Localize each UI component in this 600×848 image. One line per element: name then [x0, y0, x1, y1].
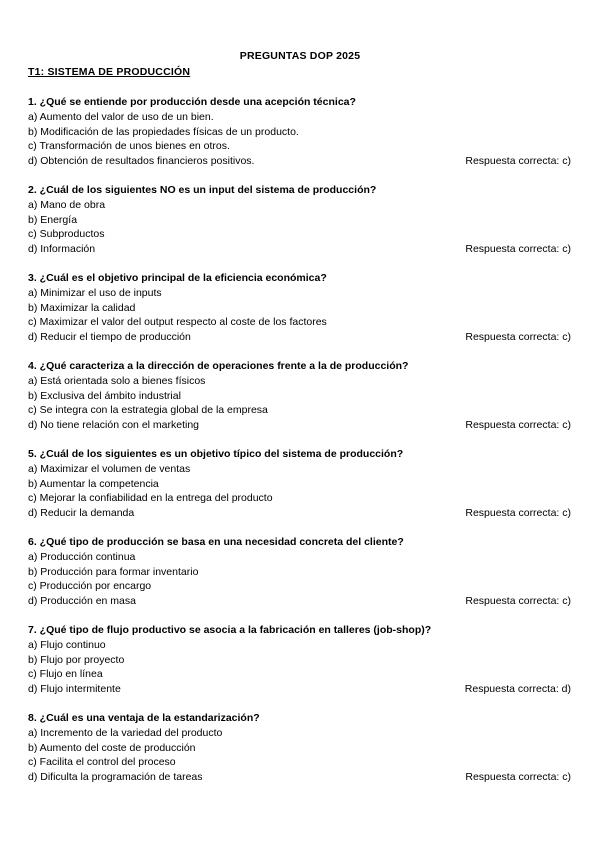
- answer-option-text: d) Información: [28, 243, 96, 256]
- answer-option-text: d) Obtención de resultados financieros positivos.: [28, 155, 255, 168]
- answer-option-text: d) Dificulta la programación de tareas: [28, 771, 203, 784]
- answer-option-text: d) No tiene relación con el marketing: [28, 419, 200, 432]
- answer-option-text: c) Subproductos: [28, 228, 105, 241]
- answer-option: [28, 477, 573, 492]
- answer-option: [28, 491, 573, 506]
- answer-option: [28, 682, 573, 697]
- answer-option-text: a) Producción continua: [28, 551, 136, 563]
- question-text: 4. ¿Qué caracteriza a la dirección de operaciones frente a la de producción?: [28, 360, 409, 372]
- correct-answer: Respuesta correcta: c): [465, 419, 571, 432]
- answer-option: [28, 462, 573, 477]
- correct-answer: Respuesta correcta: c): [465, 243, 571, 256]
- question-block: [28, 711, 573, 785]
- answer-option-text: a) Flujo continuo: [28, 639, 106, 651]
- correct-answer: Respuesta correcta: c): [465, 507, 571, 520]
- answer-option: [28, 638, 573, 653]
- answer-option-text: a) Incremento de la variedad del producto: [28, 727, 223, 739]
- question-block: [28, 623, 573, 697]
- answer-option: [28, 154, 573, 169]
- answer-option-text: a) Está orientada solo a bienes físicos: [28, 375, 206, 387]
- answer-option-text: d) Reducir el tiempo de producción: [28, 331, 191, 344]
- answer-option-text: b) Exclusiva del ámbito industrial: [28, 389, 181, 402]
- answer-option: [28, 213, 573, 228]
- answer-option-text: b) Aumento del coste de producción: [28, 741, 196, 754]
- document-title: PREGUNTAS DOP 2025: [239, 50, 361, 62]
- answer-option: [28, 726, 573, 741]
- answer-option: [28, 594, 573, 609]
- answer-option-text: d) Producción en masa: [28, 595, 136, 608]
- answer-option-text: c) Facilita el control del proceso: [28, 756, 176, 769]
- answer-option: [28, 403, 573, 418]
- answer-option: [28, 198, 573, 213]
- answer-option: [28, 770, 573, 785]
- answer-option-text: a) Mano de obra: [28, 199, 106, 211]
- question-block: [28, 535, 573, 609]
- answer-option: [28, 301, 573, 316]
- answer-option-text: a) Aumento del valor de uso de un bien.: [28, 111, 214, 123]
- answer-option-text: c) Mejorar la confiabilidad en la entrega del producto: [28, 492, 273, 505]
- question-block: [28, 183, 573, 257]
- answer-option: [28, 286, 573, 301]
- answer-option-text: c) Maximizar el valor del output respecto al coste de los factores: [28, 316, 327, 329]
- question-block: [28, 447, 573, 521]
- answer-option-text: c) Producción por encargo: [28, 580, 152, 593]
- question-block: [28, 359, 573, 433]
- correct-answer: Respuesta correcta: c): [465, 331, 571, 344]
- answer-option-text: d) Flujo intermitente: [28, 683, 121, 696]
- answer-option-text: b) Flujo por proyecto: [28, 653, 125, 666]
- question-text: 5. ¿Cuál de los siguientes es un objetivo típico del sistema de producción?: [28, 448, 404, 460]
- correct-answer: Respuesta correcta: c): [465, 155, 571, 168]
- section-title: T1: SISTEMA DE PRODUCCIÓN: [28, 66, 191, 78]
- answer-option-text: c) Flujo en línea: [28, 668, 103, 681]
- question-block: [28, 95, 573, 169]
- answer-option: [28, 565, 573, 580]
- answer-option-text: b) Producción para formar inventario: [28, 565, 199, 578]
- answer-option-text: a) Minimizar el uso de inputs: [28, 287, 162, 299]
- answer-option: [28, 242, 573, 257]
- answer-option: [28, 315, 573, 330]
- answer-option: [28, 110, 573, 125]
- answer-option: [28, 755, 573, 770]
- answer-option: [28, 125, 573, 140]
- answer-option-text: b) Modificación de las propiedades físicas de un producto.: [28, 125, 299, 138]
- correct-answer: Respuesta correcta: c): [465, 771, 571, 784]
- answer-option: [28, 579, 573, 594]
- answer-option: [28, 506, 573, 521]
- answer-option: [28, 139, 573, 154]
- question-text: 7. ¿Qué tipo de flujo productivo se asocia a la fabricación en talleres (job-shop)?: [28, 624, 432, 636]
- answer-option: [28, 227, 573, 242]
- answer-option-text: b) Energía: [28, 213, 78, 226]
- answer-option: [28, 374, 573, 389]
- question-text: 8. ¿Cuál es una ventaja de la estandarización?: [28, 712, 260, 724]
- question-text: 3. ¿Cuál es el objetivo principal de la eficiencia económica?: [28, 272, 327, 284]
- question-text: 1. ¿Qué se entiende por producción desde una acepción técnica?: [28, 96, 356, 108]
- answer-option: [28, 653, 573, 668]
- answer-option: [28, 667, 573, 682]
- answer-option: [28, 389, 573, 404]
- answer-option: [28, 550, 573, 565]
- question-text: 2. ¿Cuál de los siguientes NO es un input del sistema de producción?: [28, 184, 377, 196]
- correct-answer: Respuesta correcta: d): [464, 683, 571, 696]
- answer-option-text: c) Se integra con la estrategia global de la empresa: [28, 404, 268, 417]
- answer-option-text: b) Aumentar la competencia: [28, 477, 159, 490]
- correct-answer: Respuesta correcta: c): [465, 595, 571, 608]
- question-text: 6. ¿Qué tipo de producción se basa en una necesidad concreta del cliente?: [28, 536, 404, 548]
- answer-option: [28, 418, 573, 433]
- question-block: [28, 271, 573, 345]
- answer-option: [28, 741, 573, 756]
- answer-option-text: c) Transformación de unos bienes en otros.: [28, 140, 230, 153]
- answer-option-text: b) Maximizar la calidad: [28, 301, 136, 314]
- answer-option-text: a) Maximizar el volumen de ventas: [28, 463, 191, 475]
- answer-option-text: d) Reducir la demanda: [28, 507, 135, 520]
- answer-option: [28, 330, 573, 345]
